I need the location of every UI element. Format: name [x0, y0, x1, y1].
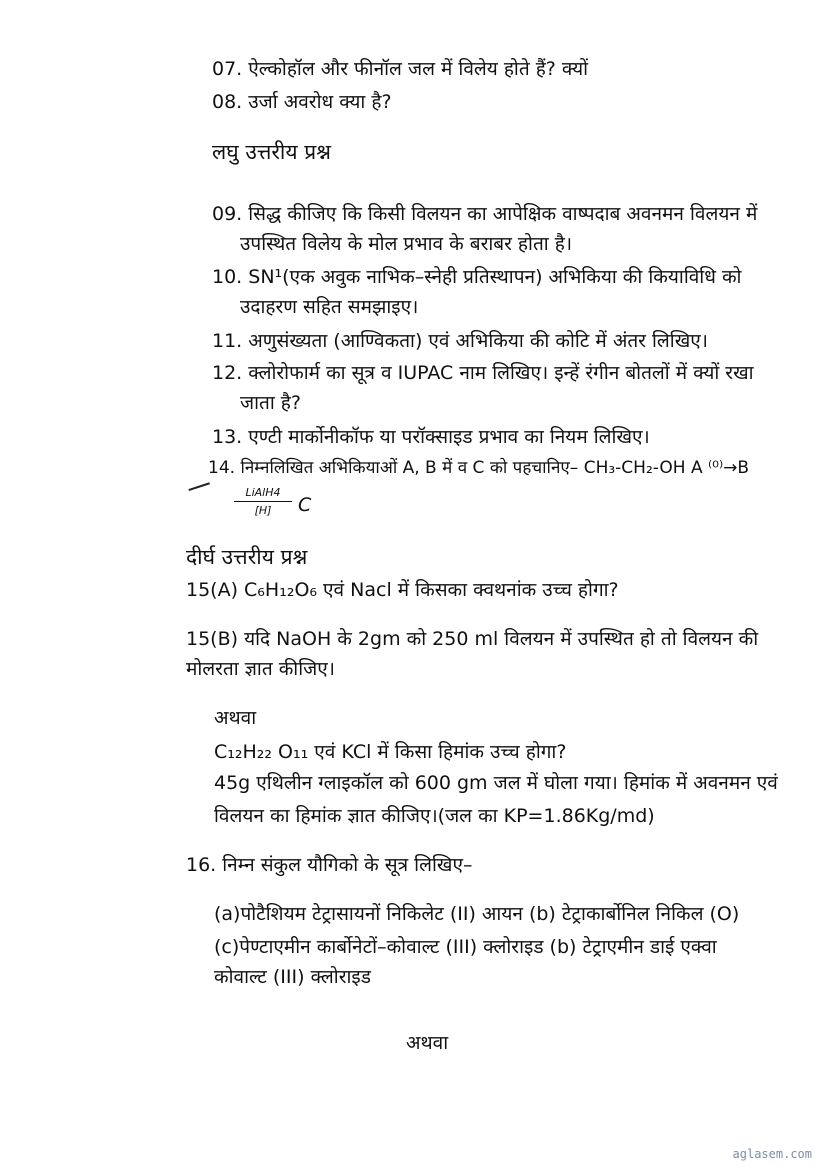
margin-tick-mark: [184, 469, 210, 491]
question-09-line-2: उपस्थित विलेय के मोल प्रभाव के बराबर होता है।: [240, 233, 573, 255]
or-label-1: अथवा: [214, 707, 257, 729]
question-16-continuation: कोवाल्ट (III) क्लोराइड: [214, 966, 371, 988]
question-15b-line-1: 15(B) यदि NaOH के 2gm को 250 ml विलयन में उपस्थित हो तो विलयन की: [186, 628, 759, 650]
product-c: C: [298, 494, 312, 516]
question-13: 13. एण्टी मार्कोनीकॉफ या परॉक्साइड प्रभाव का नियम लिखिए।: [212, 426, 650, 448]
reagent-fraction: [234, 486, 292, 517]
question-15a: 15(A) C₆H₁₂O₆ एवं Nacl में किसका क्वथनांक उच्च होगा?: [186, 579, 619, 601]
question-10-line-2: उदाहरण सहित समझाइए।: [240, 296, 419, 318]
question-16: 16. निम्न संकुल यौगिको के सूत्र लिखिए–: [186, 854, 473, 876]
question-10-line-1: 10. SN¹(एक अवुक नाभिक–स्नेही प्रतिस्थापन) अभिकिया की कियाविधि को: [212, 266, 742, 288]
question-09-line-1: 09. सिद्ध कीजिए कि किसी विलयन का आपेक्षिक वाष्पदाब अवनमन विलयन में: [212, 203, 758, 225]
watermark-footer: aglasem.com: [732, 1147, 812, 1161]
question-12-line-2: जाता है?: [240, 392, 301, 414]
long-answer-heading: दीर्घ उत्तरीय प्रश्न: [186, 545, 308, 569]
question-14: 14. निम्नलिखित अभिकियाओं A, B में व C को पहचानिए– CH₃-CH₂-OH A ⁽⁰⁾→B: [208, 458, 750, 478]
reagent-denominator: [H]: [254, 504, 272, 517]
question-12-line-1: 12. क्लोरोफार्म का सूत्र व IUPAC नाम लिखिए। इन्हें रंगीन बोतलों में क्यों रखा: [212, 362, 754, 384]
alternate-line-3: विलयन का हिमांक ज्ञात कीजिए।(जल का KP=1.86Kg/md): [214, 805, 655, 827]
question-07: 07. ऐल्कोहॉल और फीनॉल जल में विलेय होते हैं? क्यों: [212, 58, 589, 80]
alternate-line-1: C₁₂H₂₂ O₁₁ एवं KCl में किसा हिमांक उच्च होगा?: [214, 741, 567, 763]
question-16-part-c: (c)पेण्टाएमीन कार्बोनेटों–कोवाल्ट (III) क्लोराइड (b) टेट्राएमीन डाई एक्वा: [214, 936, 717, 958]
short-answer-heading: लघु उत्तरीय प्रश्न: [212, 140, 332, 164]
question-16-part-a: (a)पोटैशियम टेट्रासायनों निकिलेट (II) आयन (b) टेट्राकार्बोनिल निकिल (O): [214, 903, 740, 925]
or-label-2: अथवा: [406, 1032, 449, 1054]
question-08: 08. उर्जा अवरोध क्या है?: [212, 91, 392, 113]
question-15b-line-2: मोलरता ज्ञात कीजिए।: [186, 658, 335, 680]
question-11: 11. अणुसंख्यता (आण्विकता) एवं अभिकिया की कोटि में अंतर लिखिए।: [212, 330, 708, 352]
reagent-numerator: LiAlH4: [234, 486, 292, 502]
alternate-line-2: 45g एथिलीन ग्लाइकॉल को 600 gm जल में घोला गया। हिमांक में अवनमन एवं: [214, 772, 778, 794]
